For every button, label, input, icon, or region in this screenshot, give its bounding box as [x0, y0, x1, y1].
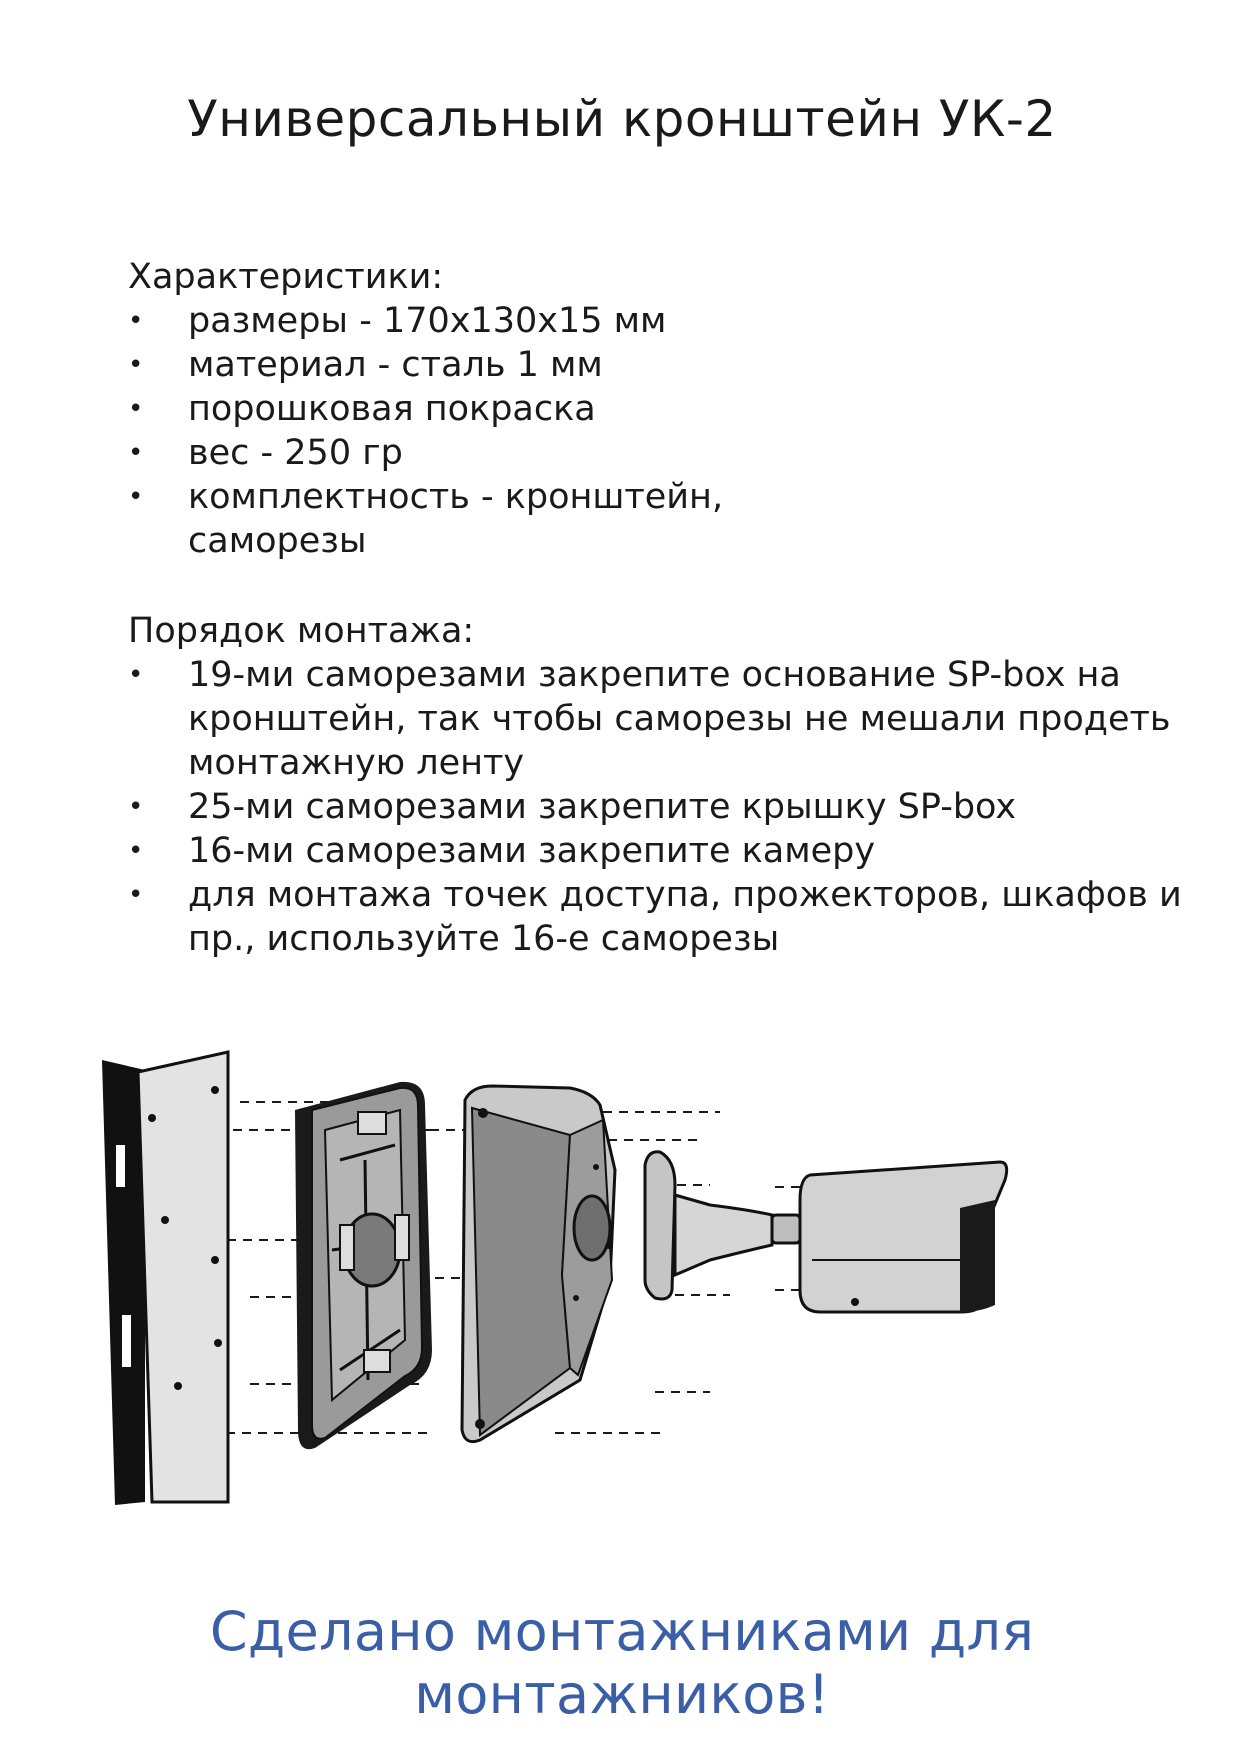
sp-box-base-illustration [295, 1082, 432, 1449]
specifications-list [128, 299, 1218, 563]
page-title: Универсальный кронштейн УК-2 [187, 90, 1057, 148]
mounting-section [128, 609, 1218, 961]
exploded-assembly-illustration [100, 1050, 1140, 1520]
mounting-list [128, 653, 1218, 961]
spec-item-coating: • порошковая покраска [128, 387, 1218, 431]
spec-item-weight: • вес - 250 гр [128, 431, 1218, 475]
mounting-heading: Порядок монтажа: [128, 611, 475, 651]
sp-box-lid-illustration [462, 1086, 615, 1442]
camera-illustration [645, 1152, 1007, 1312]
slogan: Сделано монтажниками для монтажников! [209, 1600, 1035, 1726]
bracket-illustration [102, 1052, 228, 1505]
spec-item-material: • материал - сталь 1 мм [128, 343, 1218, 387]
specifications-heading: Характеристики: [128, 257, 444, 297]
specifications-section [128, 255, 1218, 563]
mount-step-camera: • 16-ми саморезами закрепите камеру [128, 829, 1218, 873]
mount-step-other: • для монтажа точек доступа, прожекторов, шкафов и пр., используйте 16-е саморезы [128, 873, 1218, 961]
mount-step-base: • 19-ми саморезами закрепите основание SP-box на кронштейн, так чтобы саморезы не мешали продеть монтажную ленту [128, 653, 1198, 785]
spec-item-dimensions: • размеры - 170x130x15 мм [128, 299, 1218, 343]
spec-item-package: • комплектность - кронштейн, саморезы [128, 475, 828, 563]
mount-step-lid: • 25-ми саморезами закрепите крышку SP-box [128, 785, 1218, 829]
